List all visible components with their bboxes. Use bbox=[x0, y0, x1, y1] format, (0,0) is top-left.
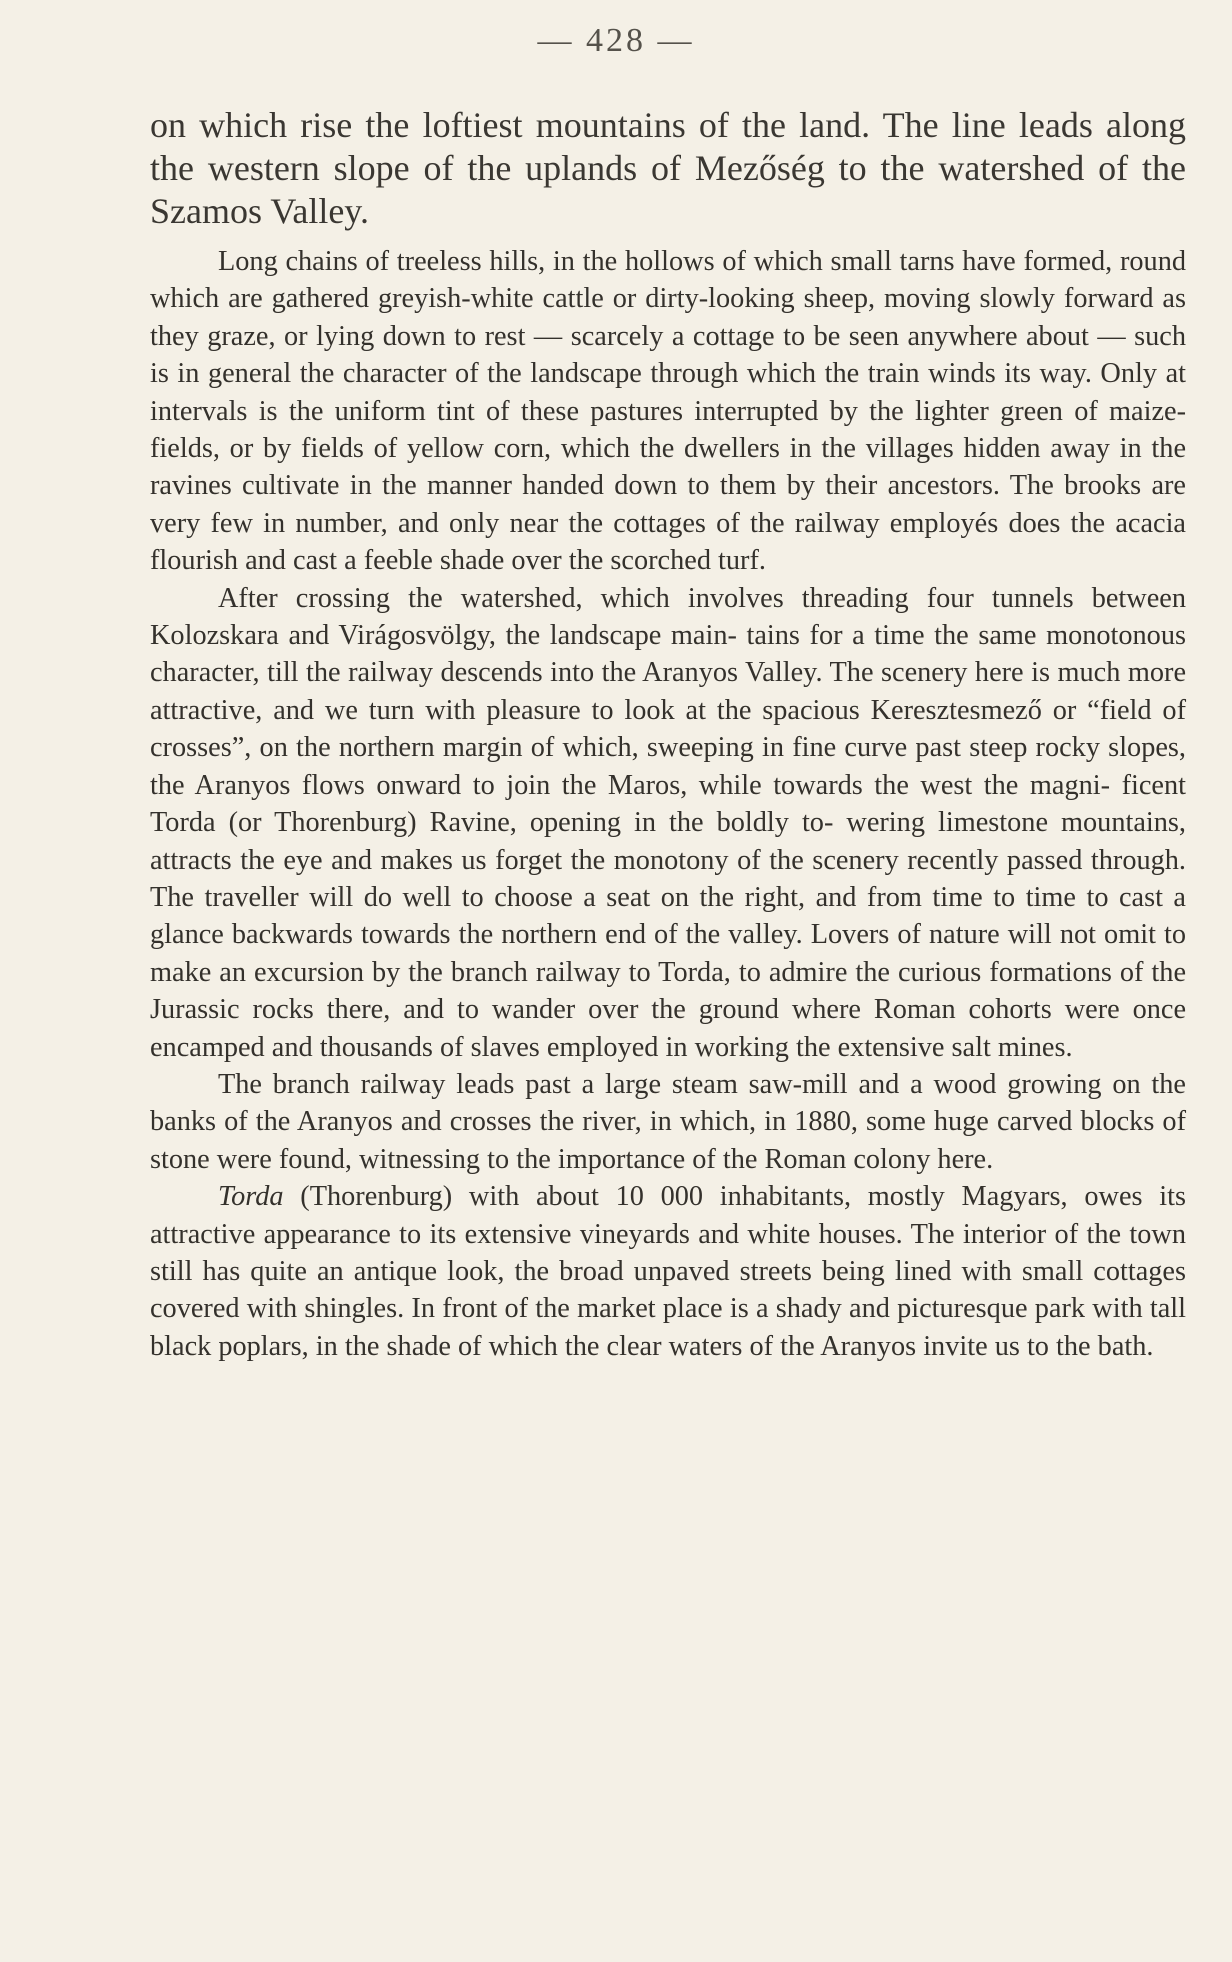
paragraph-torda bbox=[150, 1178, 1186, 1365]
paragraph-landscape: Long chains of treeless hills, in the hollows of which small tarns have formed, round which are gathered greyish-white cattle or dirty-looking sheep, moving slowly forward as they graze, or lying down to rest — scarcely a cottage to be seen anywhere about — such is in general the character of the landscape through which the train winds its way. Only at intervals is the uniform tint of these pastures interrupted by the lighter green of maize-fields, or by fields of yellow corn, which the dwellers in the villages hidden away in the ravines cultivate in the manner handed down to them by their ancestors. The brooks are very few in number, and only near the cottages of the railway employés does the acacia flourish and cast a feeble shade over the scorched turf. bbox=[150, 246, 1186, 577]
paragraph-branch-railway: The branch railway leads past a large steam saw-mill and a wood growing on the banks of the Aranyos and crosses the river, in which, in 1880, some huge carved blocks of stone were found, witnessing to the importance of the Roman colony here. bbox=[150, 1068, 1186, 1175]
paragraph-aranyos-valley: After crossing the watershed, which involves threading four tunnels between Kolozskara and Virágosvölgy, the landscape main- tains for a time the same monotonous character, till the railway descends into the Aranyos Valley. The scenery here is much more attractive, and we turn with pleasure to look at the spacious Keresztesmező or “field of crosses”, on the northern margin of which, sweeping in fine curve past steep rocky slopes, the Aranyos flows onward to join the Maros, while towards the west the magni- ficent Torda (or Thorenburg) Ravine, opening in the boldly to- wering limestone mountains, attracts the eye and makes us forget the monotony of the scenery recently passed through. The traveller will do well to choose a seat on the right, and from time to time to cast a glance backwards towards the northern end of the valley. Lovers of nature will not omit to make an excursion by the branch railway to Torda, to admire the curious formations of the Jurassic rocks there, and to wander over the ground where Roman cohorts were once encamped and thousands of slaves employed in working the extensive salt mines. bbox=[150, 582, 1186, 1063]
page-number: — 428 — bbox=[537, 22, 695, 59]
torda-italic: Torda bbox=[218, 1181, 284, 1213]
body-text bbox=[150, 104, 1186, 1365]
lead-paragraph: on which rise the loftiest mountains of the land. The line leads along the western slope of the uplands of Mezőség to the watershed of the Szamos Valley. bbox=[150, 105, 1186, 231]
torda-description: (Thorenburg) with about 10 000 inhabitants, mostly Magyars, owes its attractive appearance to its extensive vineyards and white houses. The interior of the town still has quite an antique look, the broad unpaved streets being lined with small cottages covered with shingles. In front of the market place is a shady and picturesque park with tall black poplars, in the shade of which the clear waters of the Aranyos invite us to the bath. bbox=[150, 1181, 1186, 1362]
